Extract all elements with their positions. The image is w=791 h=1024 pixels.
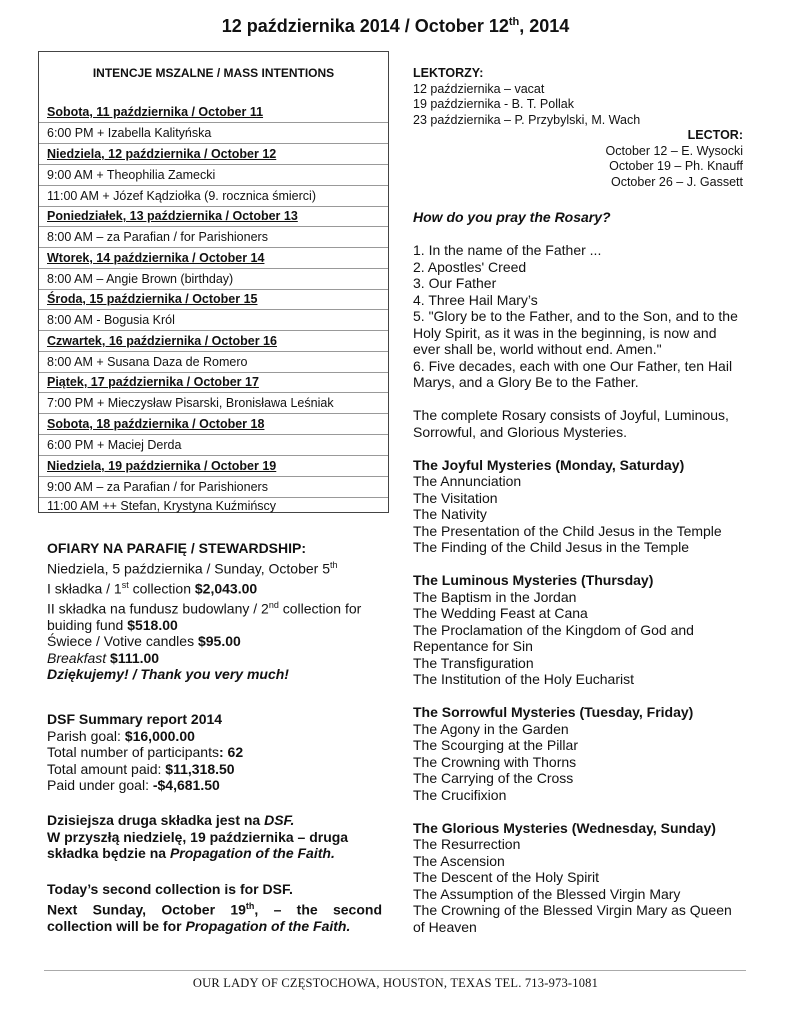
mass-entry: 8:00 AM – Angie Brown (birthday)	[47, 272, 234, 286]
rosary-step: 2. Apostles' Creed	[413, 258, 527, 275]
mass-entry: 8:00 AM - Bogusia Król	[47, 313, 175, 327]
mystery-item: The Presentation of the Child Jesus in the Temple	[413, 522, 722, 539]
dsf-paid: Total amount paid: $11,318.50	[47, 760, 235, 777]
mystery-item: The Carrying of the Cross	[413, 770, 574, 786]
mystery-item: The Scourging at the Pillar	[413, 737, 578, 753]
mass-day: Poniedziałek, 13 października / October 13	[47, 209, 298, 223]
second-pl-line2: W przyszłą niedzielę, 19 października – druga	[47, 828, 349, 845]
mystery-item: The Resurrection	[413, 836, 521, 852]
sorrowful-heading: The Sorrowful Mysteries (Tuesday, Friday)	[413, 704, 694, 720]
mass-day: Czwartek, 16 października / October 16	[47, 334, 277, 348]
mystery-item: The Proclamation of the Kingdom of God and Repentance for Sin	[413, 621, 694, 654]
breakfast: Breakfast $111.00	[47, 649, 160, 666]
footer: OUR LADY OF CZĘSTOCHOWA, HOUSTON, TEXAS TEL. 713-973-1081	[192, 976, 599, 990]
rosary-section	[413, 209, 743, 935]
lector-line: October 12 – E. Wysocki	[605, 143, 743, 158]
mass-day: Wtorek, 14 października / October 14	[47, 251, 265, 265]
mass-entry: 11:00 AM ++ Stefan, Krystyna Kuźmińscy	[47, 499, 277, 513]
dsf-section	[47, 711, 382, 794]
luminous-heading: The Luminous Mysteries (Thursday)	[413, 572, 654, 588]
mass-day: Niedziela, 19 października / October 19	[47, 459, 277, 473]
lektorzy-heading: LEKTORZY:	[413, 66, 484, 80]
lektorzy-line: 23 października – P. Przybylski, M. Wach	[413, 112, 641, 127]
mystery-item: The Assumption of the Blessed Virgin Mary	[413, 885, 681, 902]
mystery-item: The Baptism in the Jordan	[413, 588, 577, 605]
second-collection: II składka na fundusz budowlany / 2nd collection for	[47, 599, 362, 617]
stewardship-date: Niedziela, 5 października / Sunday, October 5th	[47, 559, 338, 577]
page-title: 12 października 2014 / October 12th, 2014	[221, 16, 570, 36]
mass-day: Sobota, 18 października / October 18	[47, 417, 265, 431]
second-en-line1: Today’s second collection is for DSF.	[47, 881, 293, 897]
rosary-question: How do you pray the Rosary?	[413, 209, 611, 225]
mass-entry: 9:00 AM + Theophilia Zamecki	[47, 168, 216, 182]
second-en-line3: collection will be for Propagation of the Faith.	[47, 917, 351, 934]
mystery-item: The Ascension	[413, 852, 505, 869]
lector-line: October 19 – Ph. Knauff	[609, 159, 743, 173]
dsf-heading: DSF Summary report 2014	[47, 711, 223, 727]
lektorzy-section	[413, 66, 743, 128]
mystery-item: The Crowning of the Blessed Virgin Mary as Queen of Heaven	[413, 902, 732, 935]
lector-heading: LECTOR:	[687, 128, 743, 142]
mystery-item: The Descent of the Holy Spirit	[413, 869, 599, 885]
rosary-step: 4. Three Hail Mary’s	[413, 291, 538, 308]
second-pl-line3: składka będzie na Propagation of the Faith.	[47, 845, 335, 861]
mass-day: Środa, 15 października / October 15	[47, 292, 258, 306]
mass-day: Piątek, 17 października / October 17	[47, 375, 259, 389]
rosary-step: 5. "Glory be to the Father, and to the Son, and to the Holy Spirit, as it was in the beginning, is now and ever shall be, world without end. Amen."	[413, 308, 738, 357]
mass-entry: 9:00 AM – za Parafian / for Parishioners	[47, 480, 268, 494]
mystery-item: The Annunciation	[413, 473, 522, 489]
mass-intentions-heading: INTENCJE MSZALNE / MASS INTENTIONS	[92, 66, 335, 80]
glorious-heading: The Glorious Mysteries (Wednesday, Sunday)	[413, 819, 716, 836]
mass-day: Niedziela, 12 października / October 12	[47, 147, 277, 161]
mass-entry: 11:00 AM + Józef Kądziołka (9. rocznica śmierci)	[47, 189, 316, 203]
mass-entry: 7:00 PM + Mieczysław Pisarski, Bronisława Leśniak	[47, 396, 334, 410]
mass-entry: 6:00 PM + Izabella Kalityńska	[47, 126, 212, 140]
mystery-item: The Crucifixion	[413, 786, 507, 803]
dsf-goal: Parish goal: $16,000.00	[47, 727, 195, 744]
thank-you-note: Dziękujemy! / Thank you very much!	[47, 666, 289, 683]
rosary-step: 3. Our Father	[413, 275, 497, 291]
mystery-item: The Agony in the Garden	[413, 720, 569, 737]
mystery-item: The Finding of the Child Jesus in the Temple	[413, 539, 690, 555]
rosary-complete: The complete Rosary consists of Joyful, Luminous, Sorrowful, and Glorious Mysteries.	[413, 407, 729, 440]
second-collection-en	[47, 881, 382, 934]
stewardship-heading: OFIARY NA PARAFIĘ / STEWARDSHIP:	[47, 540, 307, 556]
lector-section	[413, 128, 743, 190]
second-en-line2: Next Sunday, October 19th, – the second	[47, 900, 382, 918]
mass-intentions-box	[38, 51, 389, 513]
footer-divider	[44, 970, 746, 971]
second-pl-line1: Dzisiejsza druga składka jest na DSF.	[47, 812, 295, 828]
mystery-item: The Wedding Feast at Cana	[413, 605, 588, 621]
mystery-item: The Visitation	[413, 489, 498, 506]
votive-candles: Świece / Votive candles $95.00	[47, 633, 241, 650]
lektorzy-line: 12 października – vacat	[413, 81, 545, 96]
mystery-item: The Nativity	[413, 506, 487, 522]
dsf-participants: Total number of participants: 62	[47, 744, 244, 760]
joyful-heading: The Joyful Mysteries (Monday, Saturday)	[413, 456, 685, 473]
mass-entry: 8:00 AM – za Parafian / for Parishioners	[47, 230, 268, 244]
mystery-item: The Institution of the Holy Eucharist	[413, 671, 634, 687]
mystery-item: The Transfiguration	[413, 654, 534, 671]
rosary-step: 1. In the name of the Father ...	[413, 242, 602, 258]
second-collection-pl	[47, 812, 382, 862]
lector-line: October 26 – J. Gassett	[610, 174, 743, 189]
building-fund: buiding fund $518.00	[47, 616, 178, 633]
lektorzy-line: 19 października - B. T. Pollak	[413, 97, 574, 111]
mass-entry: 8:00 AM + Susana Daza de Romero	[47, 355, 248, 369]
mystery-item: The Crowning with Thorns	[413, 753, 577, 770]
mass-entry: 6:00 PM + Maciej Derda	[47, 438, 182, 452]
rosary-step: 6. Five decades, each with one Our Father, ten Hail Marys, and a Glory Be to the Father.	[413, 357, 733, 390]
dsf-under: Paid under goal: -$4,681.50	[47, 777, 220, 793]
first-collection: I składka / 1st collection $2,043.00	[47, 579, 258, 597]
stewardship-section	[47, 540, 382, 683]
mass-day: Sobota, 11 października / October 11	[47, 105, 264, 119]
